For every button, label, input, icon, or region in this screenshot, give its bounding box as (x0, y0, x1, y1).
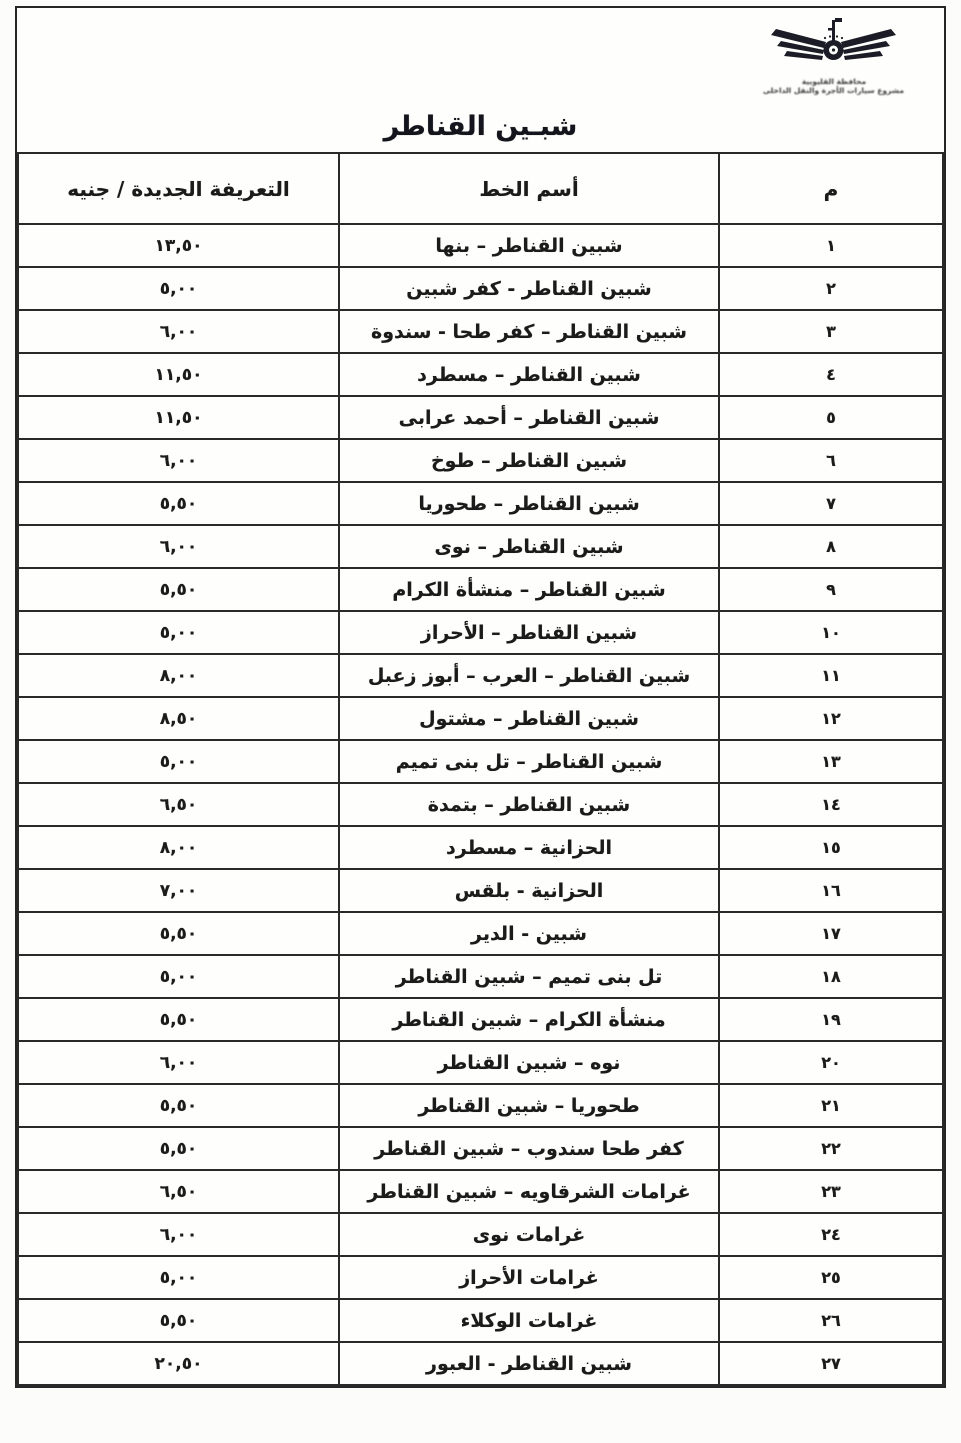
tariff-value: ٥,٥٠ (18, 1084, 339, 1127)
line-name: شبين القناطر – نوى (339, 525, 719, 568)
line-name: الحزانية – مسطرد (339, 826, 719, 869)
table-row (18, 783, 943, 826)
row-number: ١٧ (719, 912, 943, 955)
row-number: ٤ (719, 353, 943, 396)
line-name: غرامات الوكلاء (339, 1299, 719, 1342)
tariff-value: ١١,٥٠ (18, 353, 339, 396)
table-row (18, 1084, 943, 1127)
line-name: غرامات الشرقاويه – شبين القناطر (339, 1170, 719, 1213)
tariff-value: ٨,٠٠ (18, 826, 339, 869)
row-number: ١٨ (719, 955, 943, 998)
table-row (18, 525, 943, 568)
row-number: ١٠ (719, 611, 943, 654)
table-row (18, 697, 943, 740)
table-row (18, 1256, 943, 1299)
logo-caption (764, 77, 904, 95)
table-row (18, 1342, 943, 1385)
table-row (18, 912, 943, 955)
row-number: ١٥ (719, 826, 943, 869)
tariff-value: ٦,٥٠ (18, 783, 339, 826)
tariff-value: ١١,٥٠ (18, 396, 339, 439)
page-header (17, 8, 944, 152)
row-number: ٩ (719, 568, 943, 611)
line-name: شبين القناطر – مسطرد (339, 353, 719, 396)
tariff-value: ٥,٠٠ (18, 740, 339, 783)
table-row (18, 611, 943, 654)
row-number: ٨ (719, 525, 943, 568)
winged-wheel-railway-emblem-icon (764, 18, 904, 76)
table-row (18, 826, 943, 869)
tariff-value: ٥,٥٠ (18, 1299, 339, 1342)
row-number: ٢ (719, 267, 943, 310)
tariff-value: ٥,٠٠ (18, 611, 339, 654)
row-number: ٢٧ (719, 1342, 943, 1385)
row-number: ١٦ (719, 869, 943, 912)
row-number: ٦ (719, 439, 943, 482)
row-number: ٣ (719, 310, 943, 353)
line-name: شبين القناطر - كفر شبين (339, 267, 719, 310)
table-row (18, 224, 943, 267)
header-line-name: أسم الخط (339, 153, 719, 224)
row-number: ٢٥ (719, 1256, 943, 1299)
line-name: شبين القناطر - العبور (339, 1342, 719, 1385)
table-row (18, 482, 943, 525)
line-name: شبين القناطر – تل بنى تميم (339, 740, 719, 783)
line-name: غرامات نوى (339, 1213, 719, 1256)
transport-authority-logo (764, 18, 904, 95)
tariff-value: ٥,٠٠ (18, 267, 339, 310)
line-name: شبين القناطر – منشأة الكرام (339, 568, 719, 611)
line-name: شبين - الدير (339, 912, 719, 955)
table-row (18, 869, 943, 912)
tariff-value: ٥,٥٠ (18, 568, 339, 611)
row-number: ١ (719, 224, 943, 267)
tariff-value: ٧,٠٠ (18, 869, 339, 912)
line-name: شبين القناطر – بنها (339, 224, 719, 267)
table-row (18, 267, 943, 310)
table-row (18, 740, 943, 783)
tariff-value: ٦,٠٠ (18, 1041, 339, 1084)
table-row (18, 955, 943, 998)
tariff-value: ٨,٠٠ (18, 654, 339, 697)
table-row (18, 310, 943, 353)
tariff-value: ٦,٠٠ (18, 439, 339, 482)
line-name: منشأة الكرام – شبين القناطر (339, 998, 719, 1041)
tariff-value: ٦,٠٠ (18, 310, 339, 353)
tariff-value: ٥,٥٠ (18, 912, 339, 955)
scanned-tariff-page (15, 6, 946, 1388)
row-number: ٢٣ (719, 1170, 943, 1213)
table-row (18, 1213, 943, 1256)
line-name: شبين القناطر – طحوريا (339, 482, 719, 525)
tariff-table (17, 152, 944, 1386)
logo-caption-line1: محافظة القليوبية (801, 77, 867, 86)
tariff-value: ٥,٠٠ (18, 955, 339, 998)
table-row (18, 998, 943, 1041)
tariff-value: ٦,٥٠ (18, 1170, 339, 1213)
tariff-value: ٦,٠٠ (18, 1213, 339, 1256)
table-row (18, 396, 943, 439)
table-row (18, 439, 943, 482)
row-number: ١٢ (719, 697, 943, 740)
tariff-value: ٢٠,٥٠ (18, 1342, 339, 1385)
line-name: شبين القناطر – أحمد عرابى (339, 396, 719, 439)
tariff-value: ٥,٥٠ (18, 482, 339, 525)
line-name: شبين القناطر – كفر طحا - سندوة (339, 310, 719, 353)
line-name: تل بنى تميم – شبين القناطر (339, 955, 719, 998)
line-name: شبين القناطر – طوخ (339, 439, 719, 482)
row-number: ٢٦ (719, 1299, 943, 1342)
table-row (18, 1041, 943, 1084)
row-number: ٥ (719, 396, 943, 439)
line-name: كفر طحا سندوب – شبين القناطر (339, 1127, 719, 1170)
table-row (18, 353, 943, 396)
table-row (18, 568, 943, 611)
line-name: شبين القناطر – الأحراز (339, 611, 719, 654)
table-header-row (18, 153, 943, 224)
line-name: غرامات الأحراز (339, 1256, 719, 1299)
tariff-value: ٨,٥٠ (18, 697, 339, 740)
tariff-value: ٦,٠٠ (18, 525, 339, 568)
row-number: ١١ (719, 654, 943, 697)
logo-caption-line2: مشروع سيارات الأجرة والنقل الداخلى (762, 86, 904, 95)
table-row (18, 1127, 943, 1170)
header-new-tariff: التعريفة الجديدة / جنيه (18, 153, 339, 224)
tariff-value: ١٣,٥٠ (18, 224, 339, 267)
row-number: ١٤ (719, 783, 943, 826)
line-name: الحزانية - بلقس (339, 869, 719, 912)
tariff-value: ٥,٥٠ (18, 998, 339, 1041)
line-name: شبين القناطر – مشتول (339, 697, 719, 740)
page-title: شبـين القناطر (383, 111, 578, 142)
tariff-value: ٥,٠٠ (18, 1256, 339, 1299)
row-number: ٢١ (719, 1084, 943, 1127)
row-number: ٢٠ (719, 1041, 943, 1084)
line-name: طحوريا – شبين القناطر (339, 1084, 719, 1127)
header-row-number: م (719, 153, 943, 224)
line-name: نوه – شبين القناطر (339, 1041, 719, 1084)
tariff-value: ٥,٥٠ (18, 1127, 339, 1170)
row-number: ١٣ (719, 740, 943, 783)
row-number: ١٩ (719, 998, 943, 1041)
table-row (18, 1170, 943, 1213)
line-name: شبين القناطر – بتمدة (339, 783, 719, 826)
line-name: شبين القناطر – العرب – أبوز زعبل (339, 654, 719, 697)
table-row (18, 1299, 943, 1342)
table-row (18, 654, 943, 697)
row-number: ٢٤ (719, 1213, 943, 1256)
row-number: ٢٢ (719, 1127, 943, 1170)
row-number: ٧ (719, 482, 943, 525)
